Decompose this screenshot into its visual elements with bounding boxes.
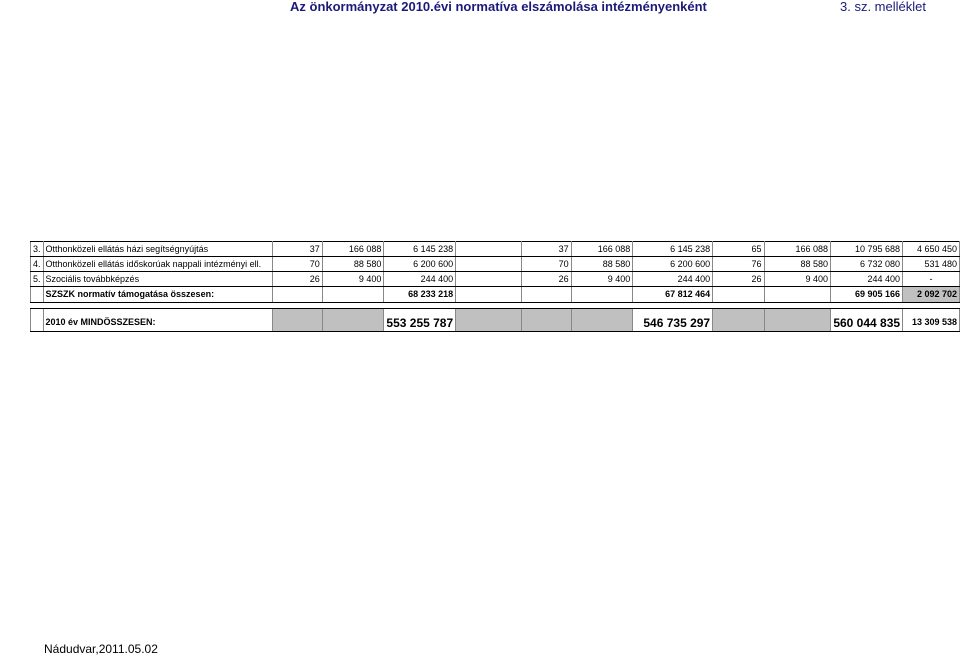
grand-total-label: 2010 év MINDÖSSZESEN: [43, 309, 273, 332]
cell: 26 [713, 272, 764, 287]
cell: 6 200 600 [384, 257, 456, 272]
table-row [31, 272, 960, 287]
cell: 244 400 [633, 272, 713, 287]
row-label: Szociális továbbképzés [43, 272, 273, 287]
document-title: Az önkormányzat 2010.évi normatíva elszámolása intézményenként [290, 0, 707, 14]
annex-label: 3. sz. melléklet [840, 0, 926, 14]
cell: 76 [713, 257, 764, 272]
row-label: Otthonközeli ellátás házi segítségnyújtás [43, 242, 273, 257]
table-row [31, 257, 960, 272]
row-index: 5. [31, 272, 44, 287]
row-label: Otthonközeli ellátás időskorúak nappali intézményi ell. [43, 257, 273, 272]
grand-total-approved: 553 255 787 [384, 309, 456, 332]
cell-empty [522, 309, 571, 332]
cell: 244 400 [384, 272, 456, 287]
cell: 26 [273, 272, 322, 287]
cell: 166 088 [322, 242, 384, 257]
cell-empty [456, 272, 522, 287]
cell: 244 400 [831, 272, 903, 287]
cell: 26 [522, 272, 571, 287]
cell: 531 480 [903, 257, 960, 272]
cell-empty [713, 309, 764, 332]
cell-empty [322, 287, 384, 303]
cell-empty [456, 257, 522, 272]
cell-empty [571, 309, 633, 332]
cell: 166 088 [571, 242, 633, 257]
cell: 70 [273, 257, 322, 272]
cell-empty [764, 309, 831, 332]
cell: 6 732 080 [831, 257, 903, 272]
szszk-total-label: SZSZK normatív támogatása összesen: [43, 287, 273, 303]
grand-total-row [31, 309, 960, 332]
cell-empty [273, 287, 322, 303]
cell-empty [31, 309, 44, 332]
cell-empty [273, 309, 322, 332]
szszk-total-row [31, 287, 960, 303]
cell: 9 400 [322, 272, 384, 287]
place-date: Nádudvar,2011.05.02 [44, 642, 158, 656]
cell: 88 580 [571, 257, 633, 272]
cell: 65 [713, 242, 764, 257]
cell-empty [713, 287, 764, 303]
cell-empty [571, 287, 633, 303]
cell-empty [764, 287, 831, 303]
szszk-total-settled: 69 905 166 [831, 287, 903, 303]
cell: 9 400 [571, 272, 633, 287]
cell: 10 795 688 [831, 242, 903, 257]
normative-table [30, 241, 960, 332]
table-row [31, 242, 960, 257]
cell: 88 580 [764, 257, 831, 272]
cell: - [903, 272, 960, 287]
cell-empty [522, 287, 571, 303]
cell-empty [31, 287, 44, 303]
cell: 37 [273, 242, 322, 257]
cell: 70 [522, 257, 571, 272]
cell: 88 580 [322, 257, 384, 272]
cell: 37 [522, 242, 571, 257]
grand-total-settled: 560 044 835 [831, 309, 903, 332]
cell: 6 145 238 [384, 242, 456, 257]
szszk-total-difference: 2 092 702 [903, 287, 960, 303]
cell: 166 088 [764, 242, 831, 257]
grand-total-difference: 13 309 538 [903, 309, 960, 332]
document-header [0, 0, 960, 15]
cell: 4 650 450 [903, 242, 960, 257]
cell: 9 400 [764, 272, 831, 287]
row-index: 4. [31, 257, 44, 272]
cell-empty [456, 242, 522, 257]
cell-empty [322, 309, 384, 332]
grand-total-modified: 546 735 297 [633, 309, 713, 332]
cell: 6 145 238 [633, 242, 713, 257]
cell-empty [456, 287, 522, 303]
row-index: 3. [31, 242, 44, 257]
szszk-total-approved: 68 233 218 [384, 287, 456, 303]
szszk-total-modified: 67 812 464 [633, 287, 713, 303]
cell-empty [456, 309, 522, 332]
cell: 6 200 600 [633, 257, 713, 272]
